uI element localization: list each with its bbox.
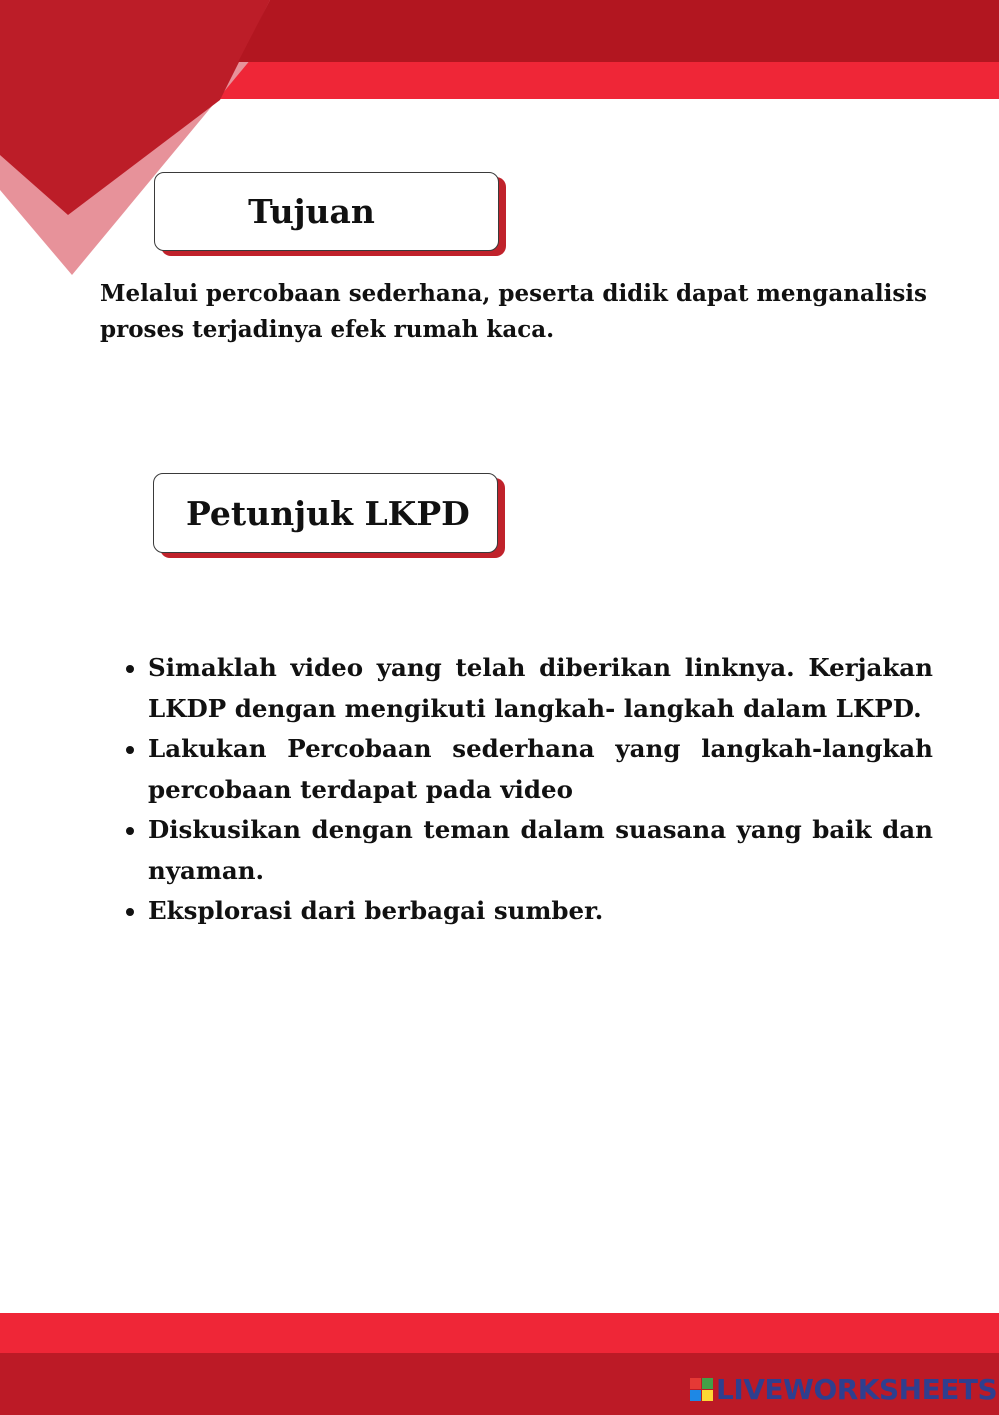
logo-square-v xyxy=(690,1390,701,1401)
instructions-title-box xyxy=(153,473,498,553)
goal-text: Melalui percobaan sederhana, peserta didik dapat menganalisis proses terjadinya efek rumah kaca. xyxy=(100,280,927,343)
footer-band-light xyxy=(0,1313,999,1353)
goal-title: Tujuan xyxy=(248,192,375,231)
logo-square-l xyxy=(690,1378,701,1389)
instructions-list xyxy=(100,648,933,932)
logo-square-e xyxy=(702,1390,713,1401)
logo-text: LIVEWORKSHEETS xyxy=(716,1373,998,1406)
header-decoration xyxy=(0,0,999,280)
instruction-item: • Eksplorasi dari berbagai sumber. xyxy=(148,891,933,932)
liveworksheets-logo xyxy=(690,1373,997,1406)
instruction-item: • Lakukan Percobaan sederhana yang langkah-langkah percobaan terdapat pada video xyxy=(148,729,933,810)
goal-title-box xyxy=(154,172,499,251)
logo-grid-icon xyxy=(690,1378,713,1401)
logo-square-i xyxy=(702,1378,713,1389)
instructions-title: Petunjuk LKPD xyxy=(186,493,470,533)
instruction-item: • Simaklah video yang telah diberikan linknya. Kerjakan LKDP dengan mengikuti langkah- langkah dalam LKPD. xyxy=(148,648,933,729)
instruction-item: • Diskusikan dengan teman dalam suasana yang baik dan nyaman. xyxy=(148,810,933,891)
